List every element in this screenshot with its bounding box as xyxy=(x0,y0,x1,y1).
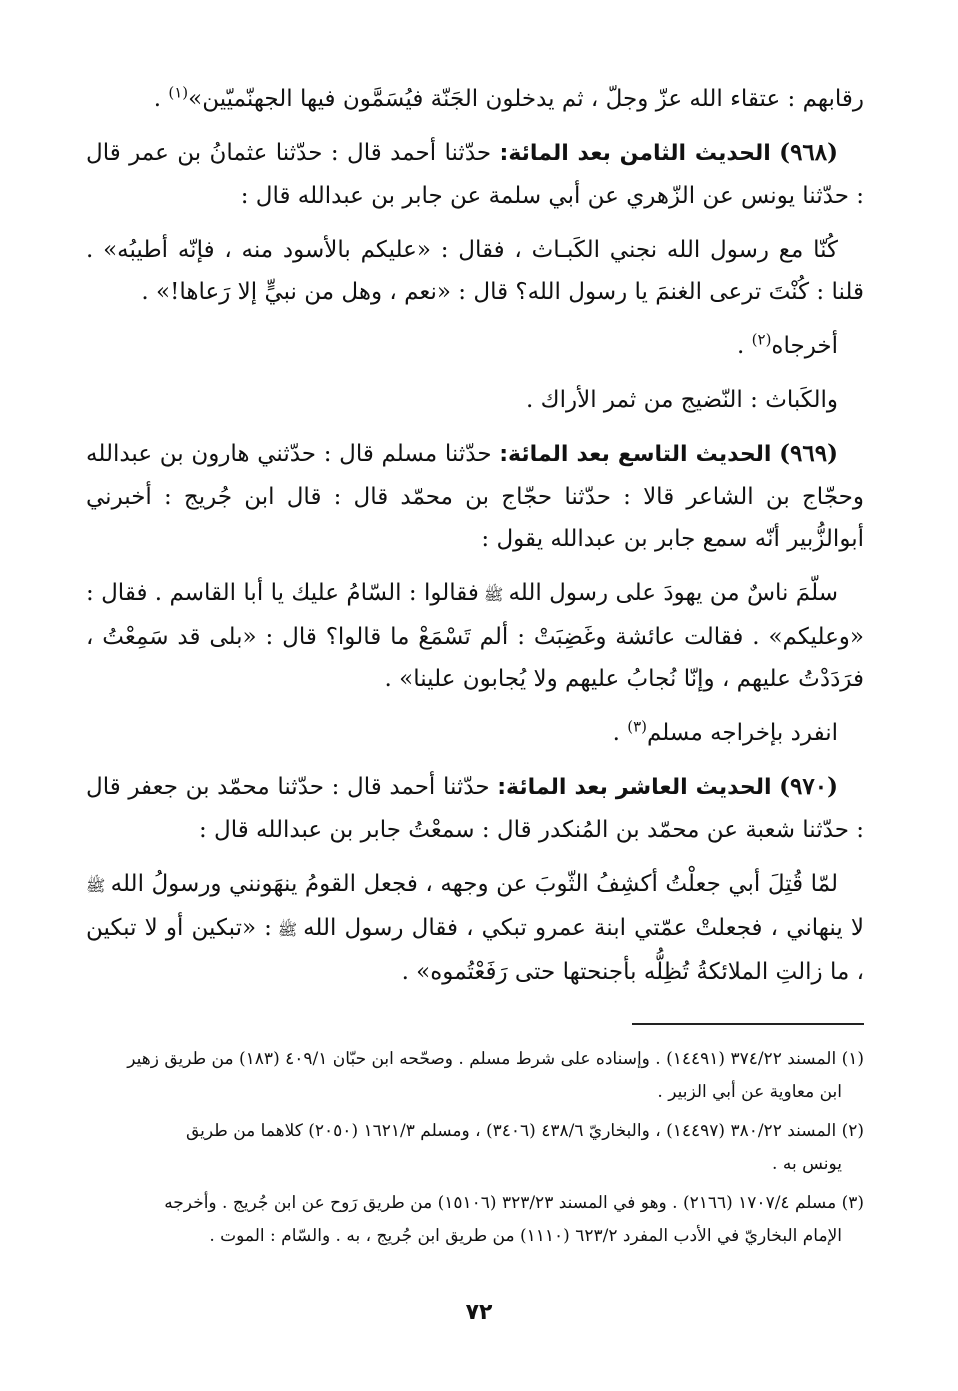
hadith-number: (٩٦٨) xyxy=(779,139,839,166)
hadith-969-body xyxy=(86,572,864,700)
hadith-number: (٩٦٩) xyxy=(779,440,838,467)
footnote-ref: (١) xyxy=(168,83,189,102)
footnote-ref: (٣) xyxy=(627,717,647,736)
takhrij-end: . xyxy=(737,333,752,359)
footnote-text: (٢) المسند ٣٨٠/٢٢ (١٤٤٩٧) ، والبخاريّ ٤٣٨/٦ (٣٤٠٦) ، ومسلم ١٦٢١/٣ (٢٠٥٠) كلاهما من طريق xyxy=(185,1121,864,1141)
paragraph-text: رقابهم : عتقاء الله عزّ وجلّ ، ثم يدخلون الجَنّة فيُسَمَّون فيها الجهنّميّين» xyxy=(188,86,864,112)
hadith-text: لمّا قُتِلَ أبي جعلْتُ أكشِفُ الثّوبَ عن وجهه ، فجعل القومُ ينهَونني ورسولُ الله xyxy=(110,871,838,897)
footnote-text-cont: الإمام البخاريّ في الأدب المفرد ٦٢٣/٢ (١١١٠) من طريق ابن جُريج ، به . والسّام : الموت . xyxy=(209,1226,842,1246)
footnote-2 xyxy=(86,1115,864,1181)
footnote-3 xyxy=(86,1187,864,1253)
paragraph-text-end: . xyxy=(153,86,169,112)
footnote-text: (٣) مسلم ١٧٠٧/٤ (٢١٦٦) . وهو في المسند ٣٢٣/٢٣ (١٥١٠٦) من طريق رَوح عن ابن جُريج . وأخرجه xyxy=(164,1193,864,1213)
takhrij-text: أخرجاه xyxy=(771,333,838,359)
page-content xyxy=(86,78,864,1259)
salutation-mark: ﷺ xyxy=(271,920,304,939)
footnote-ref: (٢) xyxy=(751,330,772,349)
gloss-kabath xyxy=(86,379,864,421)
footnote-text-cont: ابن معاوية عن أبي الزبير . xyxy=(657,1082,842,1102)
hadith-text: كُنّا مع رسول الله نجني الكَبـاث ، فقال : «عليكم بالأسود منه ، فإنّه أطيبُه» . قلنا : كُنْتَ ترعى الغنمَ يا رسول الله؟ قال : «نعم ، وهل من نبيٍّ إلا رَعاها!» . xyxy=(86,237,864,305)
takhrij-969 xyxy=(86,712,864,754)
hadith-chain: حدّثنا أحمد قال : حدّثنا عثمانُ بن عمر قال : حدّثنا يونس عن الزّهري عن أبي سلمة عن جابر بن عبدالله قال : xyxy=(86,140,864,209)
hadith-text-end: : «تبكين أو لا تبكين ، ما زالتِ الملائكةُ تُظِلُّه بأجنحتها حتى رَفَعْتُموه» . xyxy=(86,915,864,985)
paragraph-continuation xyxy=(86,78,864,120)
hadith-968-body xyxy=(86,229,864,313)
hadith-text: سلّمَ ناسٌ من يهودَ على رسول الله xyxy=(508,580,839,606)
hadith-970-body xyxy=(86,863,864,993)
footnote-1 xyxy=(86,1043,864,1109)
salutation-mark: ﷺ xyxy=(478,585,509,604)
gloss-text: والكَباث : النّضيج من ثمر الأراك . xyxy=(526,387,838,413)
hadith-text-cont: لا ينهاني ، فجعلتْ عمّتي ابنة عمرو تبكي ، فقال رسول الله xyxy=(303,915,864,941)
hadith-title: الحديث التاسع بعد المائة: xyxy=(499,442,772,467)
hadith-968-heading xyxy=(86,132,864,217)
main-text xyxy=(86,78,864,993)
hadith-969-heading xyxy=(86,433,864,560)
footnote-separator-wrap xyxy=(86,1005,864,1043)
hadith-chain: حدّثنا مسلم قال : حدّثني هارون بن عبدالله وحجّاج بن الشاعر قالا : حدّثنا حجّاج بن محمّد قال : قال ابن جُريج : أخبرني أبوالزُّبير أنّه سمع جابر بن عبدالله يقول : xyxy=(86,441,864,552)
hadith-number: (٩٧٠) xyxy=(779,773,838,800)
takhrij-end: . xyxy=(612,720,628,746)
hadith-chain: حدّثنا أحمد قال : حدّثنا محمّد بن جعفر قال : حدّثنا شعبة عن محمّد بن المُنكدر قال : سمعْتُ جابر بن عبدالله قال : xyxy=(86,774,864,843)
salutation-mark: ﷺ xyxy=(86,876,111,895)
hadith-970-heading xyxy=(86,766,864,851)
takhrij-text: انفرد بإخراجه مسلم xyxy=(647,720,838,746)
page-number: ٧٢ xyxy=(465,1300,493,1325)
footnotes xyxy=(86,1043,864,1253)
hadith-title: الحديث العاشر بعد المائة: xyxy=(497,775,772,800)
takhrij-968 xyxy=(86,325,864,367)
hadith-text-cont: فقالوا : السّامُ عليك يا أبا القاسم . فقال : «وعليكم» . فقالت عائشة وغَضِبَتْ : ألم تَسْمَعْ ما قالوا؟ قال : «بلى قد سَمِعْتُ ، فرَدَدْتُ عليهم ، وإنّا نُجابُ عليهم ولا يُجابون علينا» . xyxy=(86,580,864,692)
footnote-separator xyxy=(632,1023,864,1025)
footnote-text-cont: يونس به . xyxy=(772,1154,842,1174)
footnote-text: (١) المسند ٣٧٤/٢٢ (١٤٤٩١) . وإسناده على شرط مسلم . وصحّحه ابن حبّان ٤٠٩/١ (١٨٣) من طريق زهير xyxy=(127,1049,864,1069)
hadith-title: الحديث الثامن بعد المائة: xyxy=(499,141,771,166)
